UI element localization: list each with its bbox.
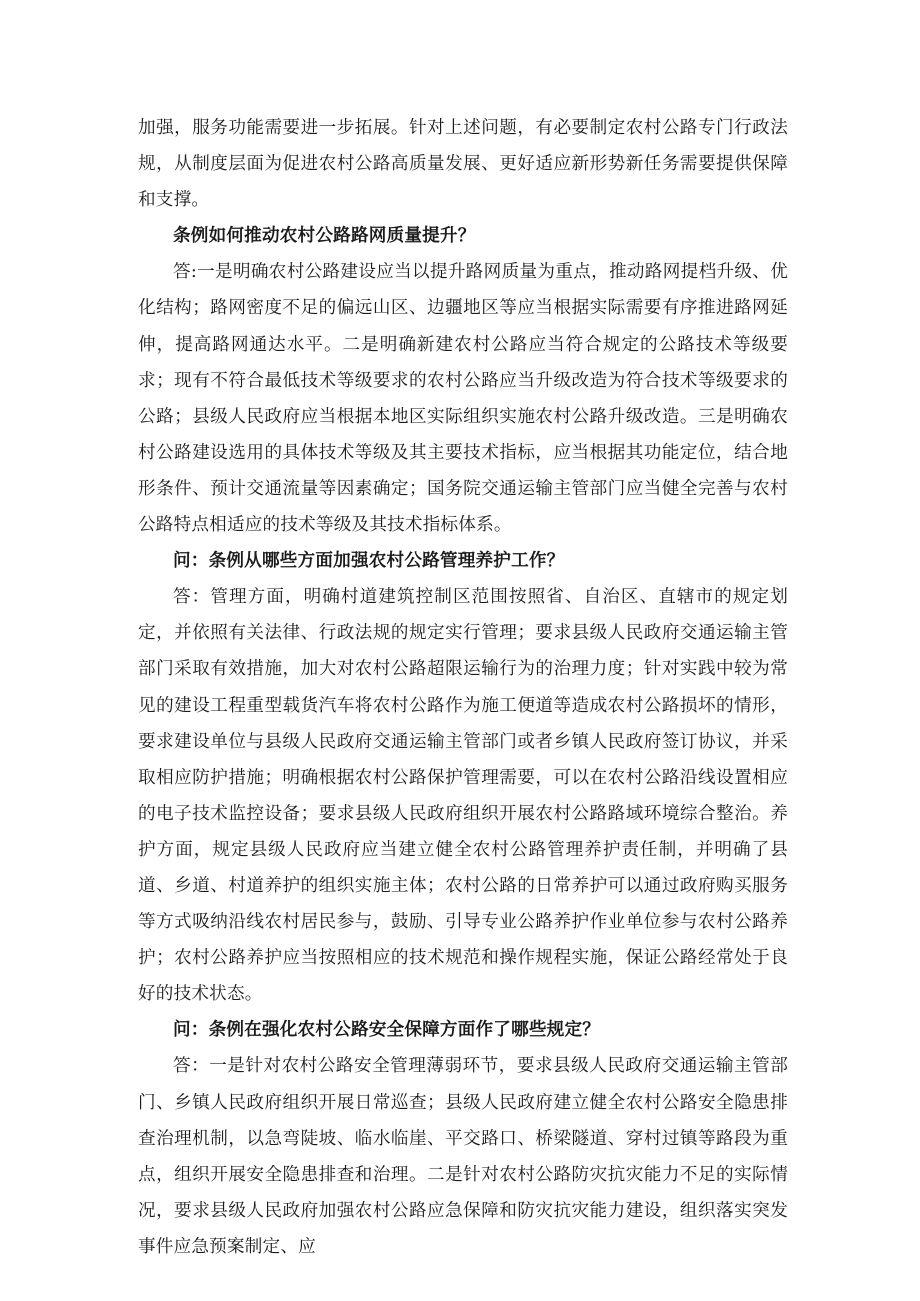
- answer-management-maintenance: 答：管理方面，明确村道建筑控制区范围按照省、自治区、直辖市的规定划定，并依照有关法律、行政法规的规定实行管理；要求县级人民政府交通运输主管部门采取有效措施，加大对农村公路超限运输行为的治理力度；针对实践中较为常见的建设工程重型载货汽车将农村公路作为施工便道等造成农村公路损坏的情形，要求建设单位与县级人民政府交通运输主管部门或者乡镇人民政府签订协议，并采取相应防护措施；明确根据农村公路保护管理需要，可以在农村公路沿线设置相应的电子技术监控设备；要求县级人民政府组织开展农村公路路域环境综合整治。养护方面，规定县级人民政府应当建立健全农村公路管理养护责任制，并明确了县道、乡道、村道养护的组织实施主体；农村公路的日常养护可以通过政府购买服务等方式吸纳沿线农村居民参与，鼓励、引导专业公路养护作业单位参与农村公路养护；农村公路养护应当按照相应的技术规范和操作规程实施，保证公路经常处于良好的技术状态。: [138, 587, 788, 1005]
- question-heading-safety: 问：条例在强化农村公路安全保障方面作了哪些规定？: [173, 1019, 601, 1041]
- paragraph-intro-continuation: 加强，服务功能需要进一步拓展。针对上述问题，有必要制定农村公路专门行政法规，从制度层面为促进农村公路高质量发展、更好适应新形势新任务需要提供保障和支撑。: [138, 118, 788, 211]
- document-page: [138, 110, 788, 1265]
- answer-road-network: 答:一是明确农村公路建设应当以提升路网质量为重点，推动路网提档升级、优化结构；路网密度不足的偏远山区、边疆地区等应当根据实际需要有序推进路网延伸，提高路网通达水平。二是明确新建农村公路应当符合规定的公路技术等级要求；现有不符合最低技术等级要求的农村公路应当升级改造为符合技术等级要求的公路；县级人民政府应当根据本地区实际组织实施农村公路升级改造。三是明确农村公路建设选用的具体技术等级及其主要技术指标，应当根据其功能定位，结合地形条件、预计交通流量等因素确定；国务院交通运输主管部门应当健全完善与农村公路特点相适应的技术等级及其技术指标体系。: [138, 262, 788, 536]
- question-heading-road-network: 条例如何推动农村公路路网质量提升？: [173, 225, 476, 247]
- answer-safety: 答：一是针对农村公路安全管理薄弱环节，要求县级人民政府交通运输主管部门、乡镇人民政府组织开展日常巡查；县级人民政府建立健全农村公路安全隐患排查治理机制，以急弯陡坡、临水临崖、平交路口、桥梁隧道、穿村过镇等路段为重点，组织开展安全隐患排查和治理。二是针对农村公路防灾抗灾能力不足的实际情况，要求县级人民政府加强农村公路应急保障和防灾抗灾能力建设，组织落实突发事件应急预案制定、应: [138, 1056, 788, 1257]
- question-heading-management-maintenance: 问：条例从哪些方面加强农村公路管理养护工作？: [173, 550, 565, 572]
